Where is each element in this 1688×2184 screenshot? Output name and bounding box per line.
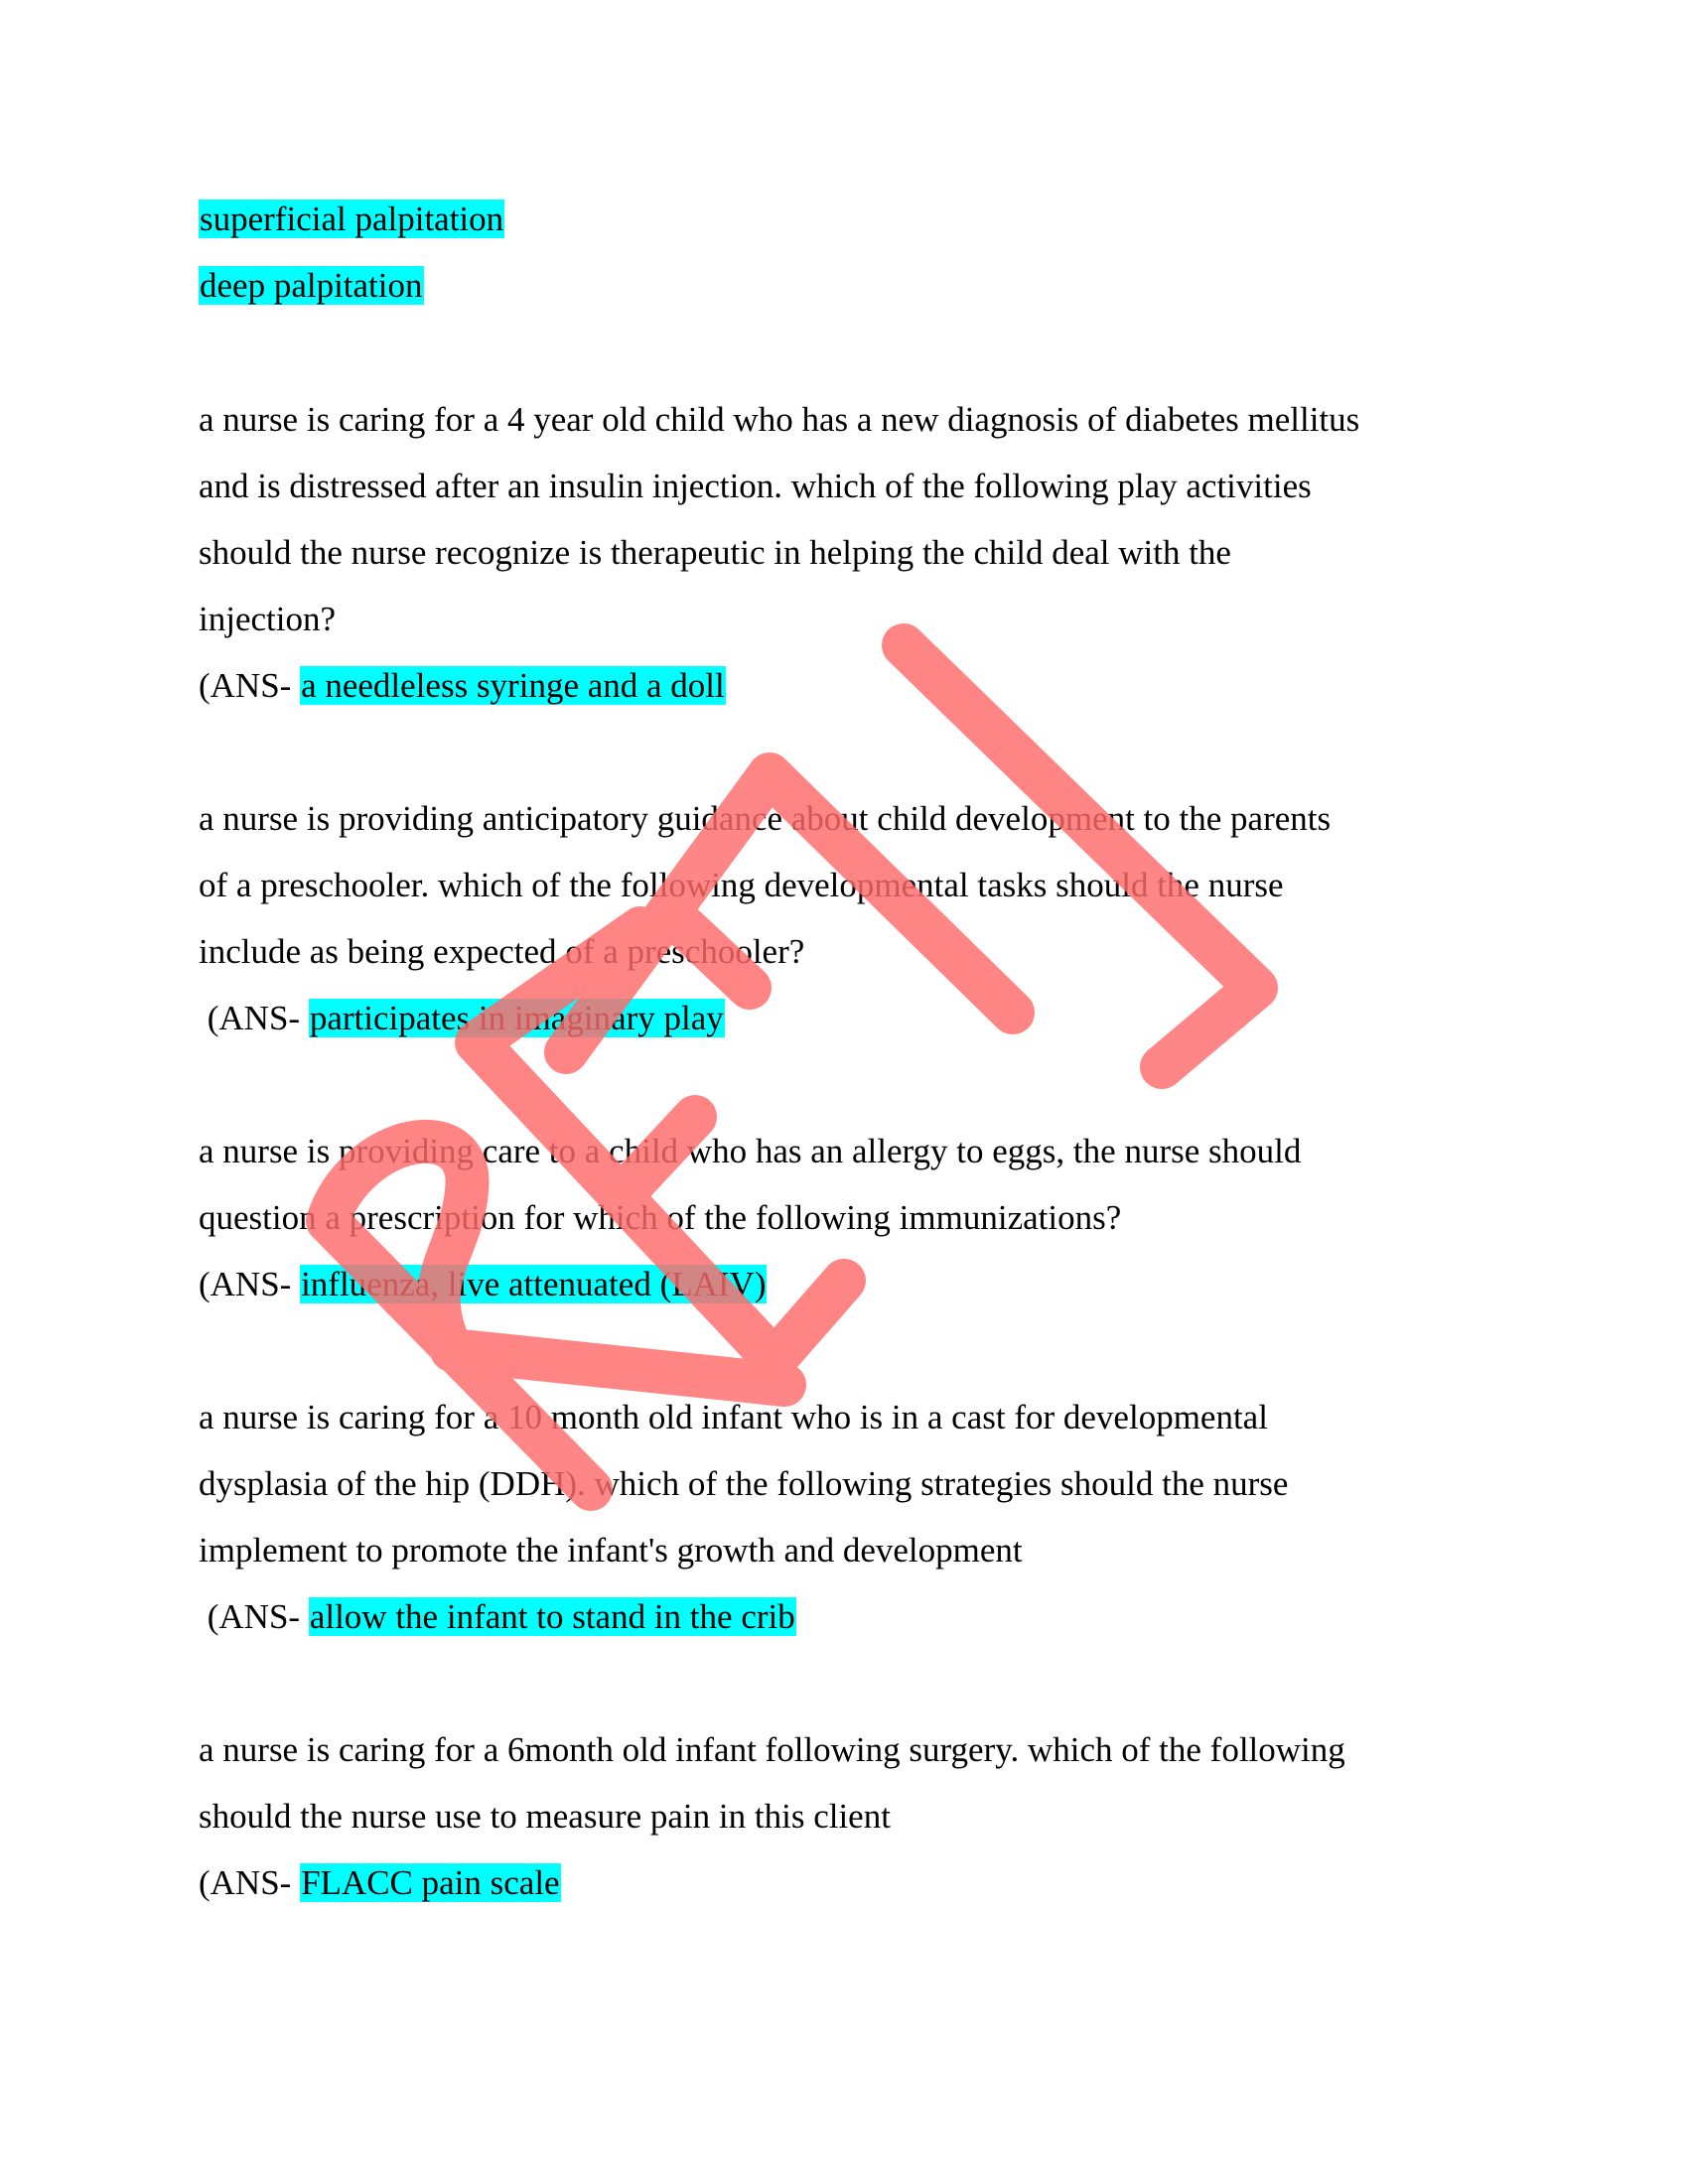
answer-line — [199, 996, 725, 1041]
answer-highlight: influenza, live attenuated (LAIV) — [301, 1265, 767, 1303]
question-text-line: a nurse is providing anticipatory guidance about child development to the parents — [199, 799, 1332, 838]
answer-highlight: allow the infant to stand in the crib — [309, 1597, 795, 1636]
question-text-line: implement to promote the infant's growth and development — [199, 1531, 1023, 1570]
watermark-strokes — [328, 645, 1256, 1489]
question-text-line: injection? — [199, 600, 337, 638]
highlighted-option: superficial palpitation — [200, 200, 504, 238]
question-text-line: should the nurse use to measure pain in this client — [199, 1797, 891, 1836]
answer-prefix: (ANS- — [199, 999, 309, 1037]
question-text-line: a nurse is caring for a 4 year old child who has a new diagnosis of diabetes mellitus — [199, 400, 1360, 439]
question-text-line: dysplasia of the hip (DDH). which of the following strategies should the nurse — [199, 1464, 1289, 1503]
option-line — [199, 263, 424, 309]
highlighted-option: deep palpitation — [200, 266, 423, 305]
watermark-letter-l — [904, 645, 1256, 1067]
question-text-line: of a preschooler. which of the following developmental tasks should the nurse — [199, 866, 1284, 904]
answer-highlight: participates in imaginary play — [309, 999, 724, 1037]
answer-line — [199, 663, 726, 709]
option-line — [199, 197, 504, 242]
answer-prefix: (ANS- — [199, 1597, 309, 1636]
question-text-line: a nurse is caring for a 10 month old infant who is in a cast for developmental — [199, 1398, 1268, 1436]
answer-highlight: FLACC pain scale — [301, 1863, 560, 1902]
question-text-line: should the nurse recognize is therapeutic in helping the child deal with the — [199, 533, 1231, 572]
answer-line — [199, 1262, 767, 1307]
question-text-line: a nurse is caring for a 6month old infant following surgery. which of the following — [199, 1730, 1345, 1769]
question-text-line: include as being expected of a preschooler? — [199, 932, 805, 971]
answer-prefix: (ANS- — [199, 1863, 301, 1902]
answer-line — [199, 1594, 796, 1640]
question-text-line: a nurse is providing care to a child who has an allergy to eggs, the nurse should — [199, 1132, 1302, 1170]
answer-highlight: a needleless syringe and a doll — [301, 666, 725, 705]
question-text-line: question a prescription for which of the following immunizations? — [199, 1198, 1122, 1237]
answer-line — [199, 1860, 561, 1906]
answer-prefix: (ANS- — [199, 1265, 301, 1303]
question-text-line: and is distressed after an insulin injection. which of the following play activities — [199, 467, 1312, 505]
answer-prefix: (ANS- — [199, 666, 301, 705]
